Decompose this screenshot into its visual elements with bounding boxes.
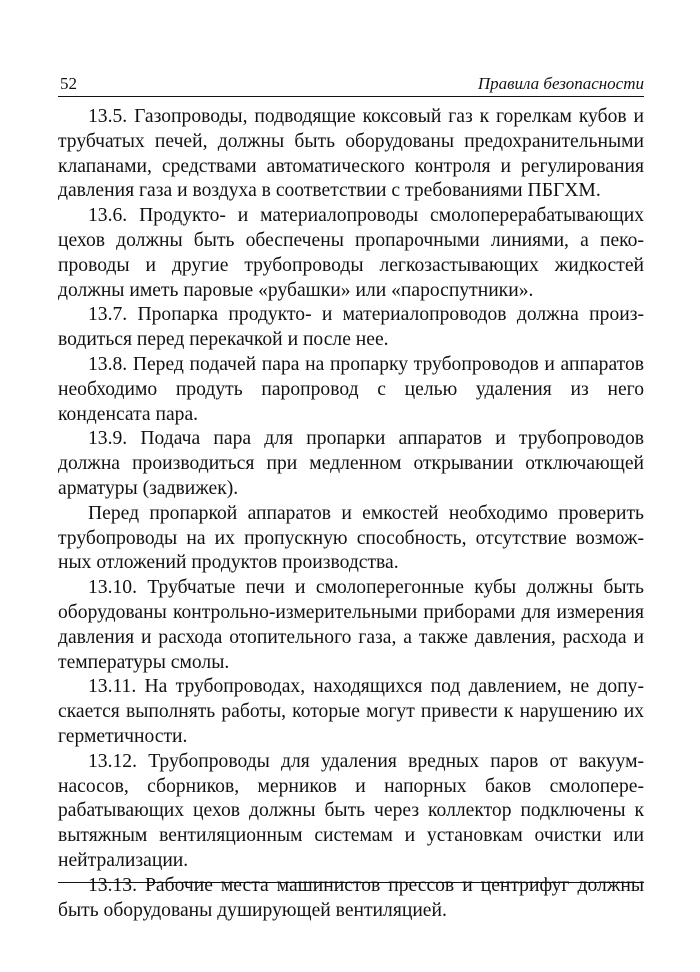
footer-divider: [58, 882, 644, 883]
paragraph-13-9-continued: Перед пропаркой аппаратов и емкостей необходимо проверить трубопроводы на их пропускную способность, отсутствие возможных отложений продуктов производства.: [58, 502, 644, 574]
paragraph-13-12: 13.12. Трубопроводы для удаления вредных паров от вакуум-насосов, сборников, мерников и напорных баков смолоперерабатывающих цехов должны быть через коллектор подключены к вытяжным вентиляционным системам и установкам очистки или нейтрализации.: [58, 750, 644, 871]
paragraph-13-7: 13.7. Пропарка продукто- и материалопроводов должна производиться перед перекачкой и после нее.: [58, 304, 644, 351]
running-title: Правила безопасности: [477, 74, 644, 93]
document-page: [58, 70, 644, 923]
paragraph-13-9: 13.9. Подача пара для пропарки аппаратов и трубопроводов должна производиться при медленном открывании отключающей арматуры (задвижек).: [58, 428, 644, 499]
page-number: 52: [60, 74, 77, 93]
page-body: [58, 105, 644, 923]
paragraph-13-8: 13.8. Перед подачей пара на пропарку трубопроводов и аппаратов необходимо продуть паропровод с целью удаления из него конденсата пара.: [58, 353, 644, 425]
paragraph-13-10: 13.10. Трубчатые печи и смолоперегонные кубы должны быть оборудованы контрольно-измерительными приборами для измерения давления и расхода отопительного газа, а также давления, расхода и температуры смолы.: [58, 577, 644, 673]
paragraph-13-6: 13.6. Продукто- и материалопроводы смолоперерабатывающих цехов должны быть обеспечены пропарочными линиями, а пекопроводы и другие трубопроводы легкозастывающих жидкостей должны иметь паровые «рубашки» или «пароспутники».: [58, 205, 644, 301]
paragraph-13-5: 13.5. Газопроводы, подводящие коксовый газ к горелкам кубов и трубчатых печей, должны быть оборудованы предохранительными клапанами, средствами автоматического контроля и регулирования давления газа и воздуха в соответствии с требованиями ПБГХМ.: [58, 106, 644, 202]
paragraph-13-11: 13.11. На трубопроводах, находящихся под давлением, не допускается выполнять работы, которые могут привести к нарушению их герметичности.: [58, 676, 644, 747]
paragraph-13-13: 13.13. Рабочие места машинистов прессов и центрифуг должны быть оборудованы душирующей вентиляцией.: [58, 874, 644, 921]
page-header: [58, 70, 644, 97]
